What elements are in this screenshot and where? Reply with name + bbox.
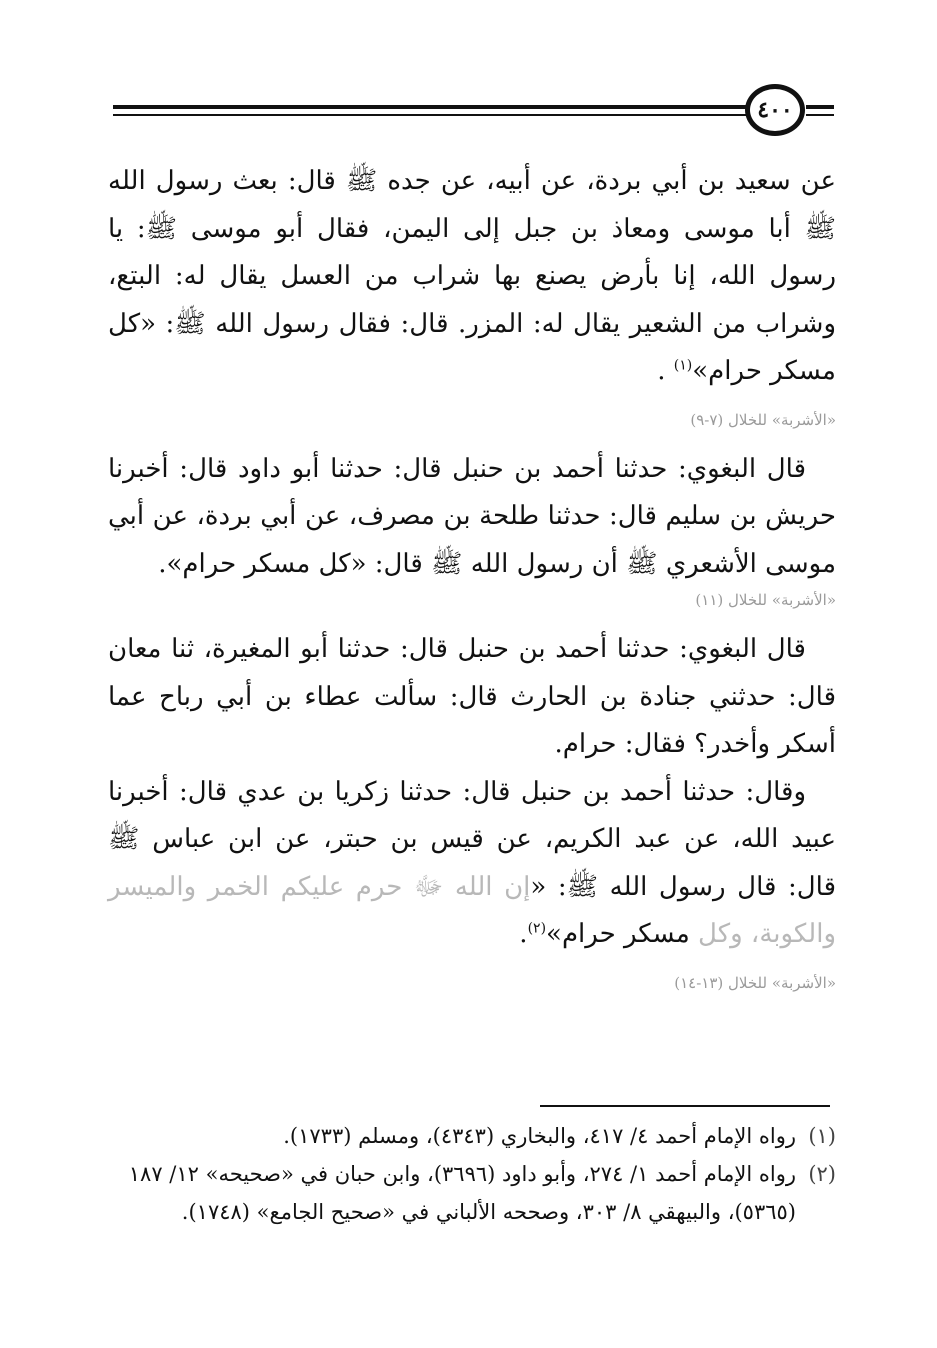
paragraph-4-text: وقال: حدثنا أحمد بن حنبل قال: حدثنا زكريا بن عدي قال: أخبرنا عبيد الله، عن عبد الكريم، عن قيس بن حبتر، عن ابن عباس ﷺ قال: قال رسول الله ﷺ: « [108,776,836,902]
footnote-1 [108,1117,836,1155]
page-number: ٤٠٠ [745,84,805,136]
footnotes [108,1117,836,1231]
footnote-2-number: (٢) [808,1162,836,1186]
paragraph-1-text: عن سعيد بن أبي بردة، عن أبيه، عن جده ﷺ قال: بعث رسول الله ﷺ أبا موسى ومعاذ بن جبل إلى اليمن، فقال أبو موسى ﷺ: يا رسول الله، إنا بأرض يصنع بها شراب من العسل يقال له: البتع، وشراب من الشعير يقال له: المزر. قال: فقال رسول الله ﷺ: «كل مسكر حرام» [108,166,836,386]
header-rule-right [806,105,834,109]
source-citation-3: «الأشربة» للخلال (١٣-١٤) [674,973,836,992]
header-rule-thin [113,114,753,116]
main-text [108,158,836,995]
footnote-ref-2: (٢) [527,920,547,937]
footnote-separator [540,1105,830,1107]
paragraph-4-text-end: مسكر حرام» [546,919,699,949]
source-citation-1: «الأشربة» للخلال (٧-٩) [690,410,836,429]
paragraph-4 [108,769,836,959]
footnote-1-text: رواه الإمام أحمد ٤/ ٤١٧، والبخاري (٤٣٤٣)، ومسلم (١٧٣٣). [283,1124,796,1148]
paragraph-1-end: . [657,356,674,386]
footnote-2-text: رواه الإمام أحمد ١/ ٢٧٤، وأبو داود (٣٦٩٦)، وابن حبان في «صحيحه» ١٢/ ١٨٧ (٥٣٦٥)، والبيهقي ٨/ ٣٠٣، وصححه الألباني في «صحيح الجامع» (١٧٤٨). [128,1162,796,1224]
paragraph-2: قال البغوي: حدثنا أحمد بن حنبل قال: حدثنا أبو داود قال: أخبرنا حريش بن سليم قال: حدثنا طلحة بن مصرف، عن أبي بردة، عن أبي موسى الأشعري ﷺ أن رسول الله ﷺ قال: «كل مسكر حرام». [108,453,836,579]
footnote-1-number: (١) [808,1124,836,1148]
footnote-ref-1: (١) [673,357,693,374]
header-rule [113,105,753,109]
paragraph-1 [108,158,836,396]
paragraph-4-faint-text: إن الله ﷻ حرم عليكم الخمر والميسر والكوبة، وكل [108,871,836,949]
footnote-2 [108,1155,836,1231]
paragraph-3: قال البغوي: حدثنا أحمد بن حنبل قال: حدثنا أبو المغيرة، ثنا معان قال: حدثني جنادة بن الحارث قال: سألت عطاء بن أبي رباح عما أسكر وأخدر؟ فقال: حرام. [108,634,836,759]
paragraph-4-end: . [519,919,528,949]
header-rule-right-thin [806,114,834,116]
source-citation-2: «الأشربة» للخلال (١١) [695,591,836,609]
